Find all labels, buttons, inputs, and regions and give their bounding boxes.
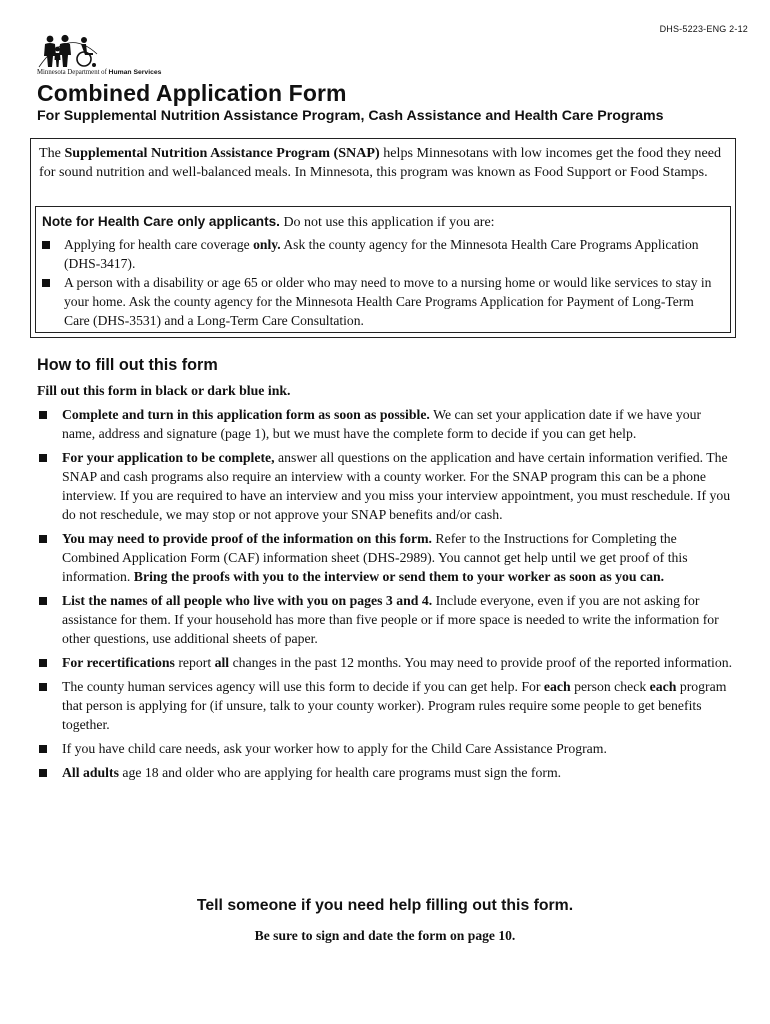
list-item: The county human services agency will use this form to decide if you can get help. For each person check each program that person is applying for (if unsure, talk to your county worker). Program rules require some people to get benefits together.	[37, 677, 737, 734]
bullet-icon	[39, 535, 47, 543]
bullet-icon	[39, 411, 47, 419]
agency-logo	[37, 34, 167, 76]
instruction-list	[37, 405, 737, 787]
snap-intro: The Supplemental Nutrition Assistance Program (SNAP) helps Minnesotans with low incomes get the food they need for sound nutrition and well-balanced meals. In Minnesota, this program was known as Food Support or Food Stamps.	[39, 145, 722, 180]
agency-name: Minnesota Department of Human Services	[37, 69, 162, 76]
page-subtitle: For Supplemental Nutrition Assistance Program, Cash Assistance and Health Care Programs	[37, 108, 664, 124]
note-title: Note for Health Care only applicants. Do not use this application if you are:	[42, 214, 495, 230]
bullet-icon	[39, 683, 47, 691]
list-item: Complete and turn in this application form as soon as possible. We can set your application date if we have your name, address and signature (page 1), but we must have the complete form to decide if you can get help.	[37, 405, 737, 443]
page-title: Combined Application Form	[37, 80, 347, 106]
note-item: Applying for health care coverage only. Ask the county agency for the Minnesota Health Care Programs Application (DHS-3417).	[42, 235, 722, 273]
note-item: A person with a disability or age 65 or older who may need to move to a nursing home or would like services to stay in your home. Ask the county agency for the Minnesota Health Care Programs Application for Payment of Long-Term Care (DHS-3531) and a Long-Term Care Consultation.	[42, 273, 722, 330]
list-item: For recertifications report all changes in the past 12 months. You may need to provide proof of the reported information.	[37, 653, 737, 672]
list-item: For your application to be complete, answer all questions on the application and have certain information verified. The SNAP and cash programs also require an interview with a county worker. For the SNAP program this can be a phone interview. If you are required to have an interview and you miss your interview appointment, you must reschedule. If you do not reschedule, we may stop or not approve your SNAP benefits and/or cash.	[37, 448, 737, 524]
family-logo-icon	[37, 34, 99, 68]
bullet-icon	[39, 597, 47, 605]
list-item: You may need to provide proof of the information on this form. Refer to the Instructions for Completing the Combined Application Form (CAF) information sheet (DHS-2989). You cannot get help until we get proof of this information. Bring the proofs with you to the interview or send them to your worker as soon as you can.	[37, 529, 737, 586]
ink-instruction: Fill out this form in black or dark blue ink.	[37, 383, 291, 398]
form-number: DHS-5223-ENG 2-12	[659, 24, 748, 34]
signature-reminder: Be sure to sign and date the form on page 10.	[254, 928, 516, 943]
bullet-icon	[39, 659, 47, 667]
bullet-icon	[42, 279, 50, 287]
snap-info-box	[30, 138, 736, 338]
bullet-icon	[42, 241, 50, 249]
list-item: If you have child care needs, ask your worker how to apply for the Child Care Assistance Program.	[37, 739, 737, 758]
list-item: All adults age 18 and older who are applying for health care programs must sign the form.	[37, 763, 737, 782]
bullet-icon	[39, 769, 47, 777]
bullet-icon	[39, 454, 47, 462]
section-heading: How to fill out this form	[37, 356, 218, 374]
bullet-icon	[39, 745, 47, 753]
health-care-note-box	[35, 206, 731, 333]
list-item: List the names of all people who live with you on pages 3 and 4. Include everyone, even if you are not asking for assistance for them. If your household has more than five people or if more space is needed to write the information for other questions, use additional sheets of paper.	[37, 591, 737, 648]
help-notice: Tell someone if you need help filling out this form.	[196, 897, 574, 914]
